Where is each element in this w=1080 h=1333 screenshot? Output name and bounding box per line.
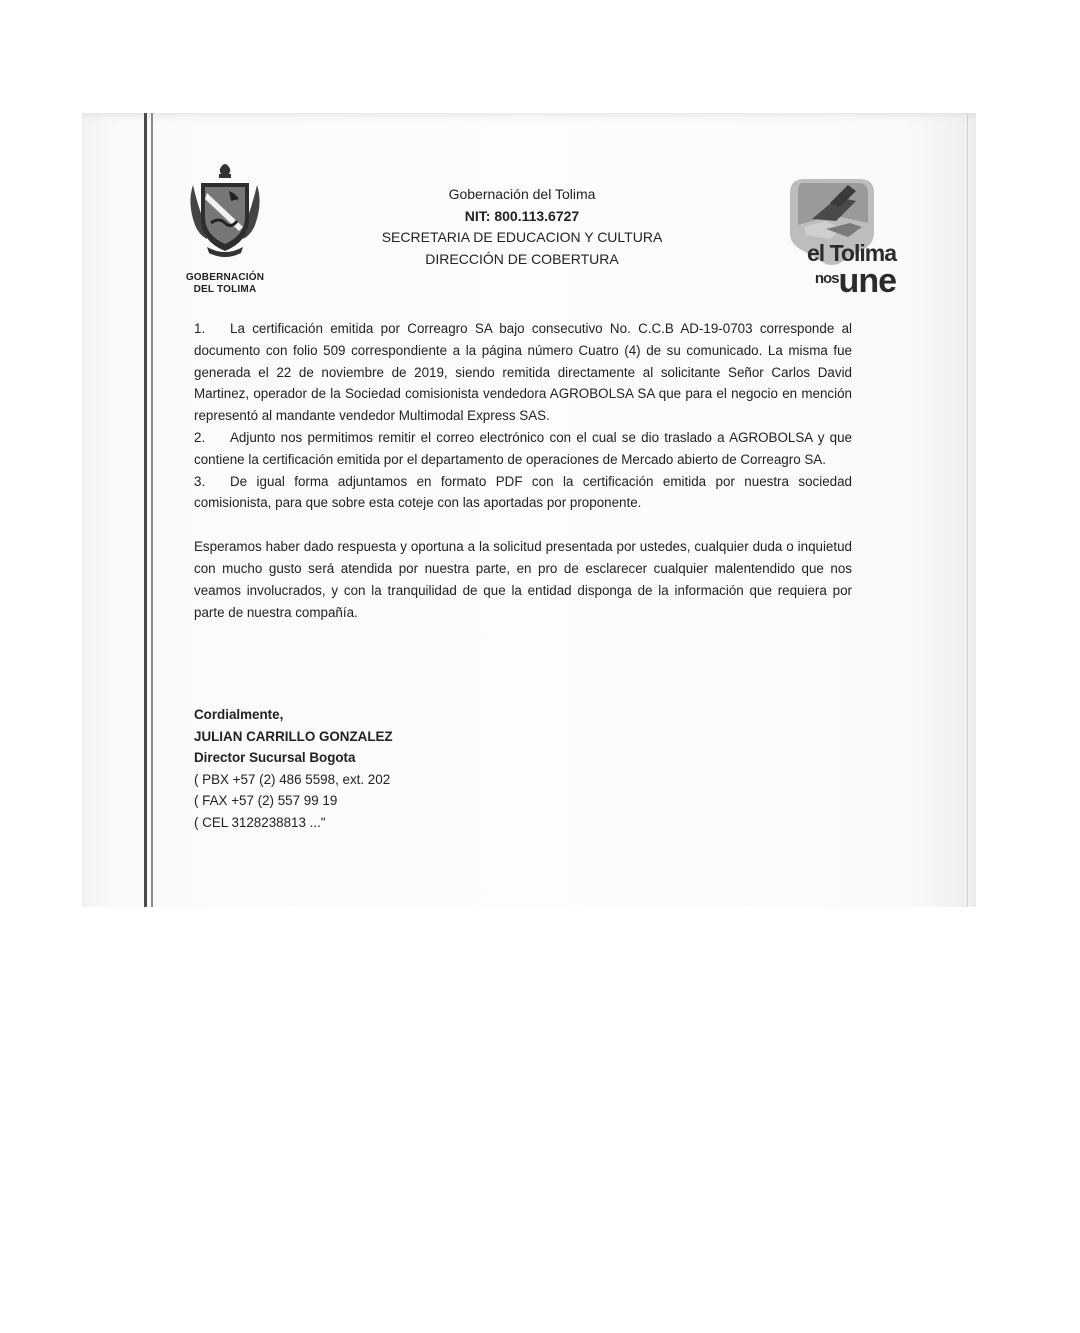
signer-title: Director Sucursal Bogota bbox=[194, 750, 356, 765]
seal-caption-line2: DEL TOLIMA bbox=[193, 284, 257, 295]
list-item bbox=[194, 427, 852, 471]
letterhead-direccion: DIRECCIÓN DE COBERTURA bbox=[425, 250, 619, 267]
contact-fax: ( FAX +57 (2) 557 99 19 bbox=[194, 793, 338, 808]
list-item-text: De igual forma adjuntamos en formato PDF con la certificación emitida por nuestra sociedad comisionista, para que sobre esta coteje con las aportadas por proponente. bbox=[194, 473, 852, 511]
brand-line1: el Tolima bbox=[807, 240, 896, 266]
gobernacion-seal bbox=[180, 161, 270, 296]
brand-line2-small: nos bbox=[814, 270, 839, 287]
signer-name: JULIAN CARRILLO GONZALEZ bbox=[194, 728, 393, 744]
letterhead-secretaria: SECRETARIA DE EDUCACION Y CULTURA bbox=[381, 229, 663, 245]
contact-pbx: ( PBX +57 (2) 486 5598, ext. 202 bbox=[194, 771, 391, 787]
list-item-text: La certificación emitida por Correagro SA bajo consecutivo No. C.C.B AD-19-0703 corresponde al documento con folio 509 correspondiente a la página número Cuatro (4) de su comunicado. La misma fue generada el 22 de noviembre de 2019, siendo remitida directamente al solicitante Señor Carlos David Martinez, operador de la Sociedad comisionista vendedora AGROBOLSA SA que para el negocio en mención representó al mandante vendedor Multimodal Express SAS. bbox=[194, 321, 852, 424]
scanned-letter bbox=[82, 113, 976, 907]
salutation: Cordialmente, bbox=[194, 707, 284, 722]
list-item bbox=[194, 471, 852, 515]
closing-paragraph: Esperamos haber dado respuesta y oportuna a la solicitud presentada por ustedes, cualquier duda o inquietud con mucho gusto será atendida por nuestra parte, en pro de esclarecer cualquier malentendido que nos veamos involucrados, y con la tranquilidad de que la entidad disponga de la información que requiera por parte de nuestra compañía. bbox=[194, 539, 852, 620]
margin-rule bbox=[151, 113, 153, 907]
contact-cel: ( CEL 3128238813 ..." bbox=[194, 814, 326, 830]
letterhead-entity: Gobernación del Tolima bbox=[448, 186, 596, 202]
margin-rule bbox=[967, 113, 968, 907]
list-item-number: 2. bbox=[194, 429, 206, 445]
brand-wordmark bbox=[776, 241, 896, 302]
list-item bbox=[194, 318, 852, 427]
seal-caption-line1: GOBERNACIÓN bbox=[185, 272, 265, 283]
letterhead-nit: NIT: 800.113.6727 bbox=[464, 207, 580, 224]
letter-body bbox=[194, 318, 852, 623]
list-item-text: Adjunto nos permitimos remitir el correo electrónico con el cual se dio traslado a AGROBOLSA y que contiene la certificación emitida por el departamento de operaciones de Mercado abierto de Correagro SA. bbox=[194, 429, 852, 467]
signature-block bbox=[194, 704, 393, 833]
brand-line2-big: une bbox=[838, 262, 896, 300]
letterhead bbox=[322, 184, 722, 270]
list-item-number: 1. bbox=[194, 321, 206, 336]
list-item-number: 3. bbox=[194, 473, 206, 489]
coat-of-arms-icon bbox=[185, 161, 265, 265]
margin-rule bbox=[144, 113, 147, 907]
